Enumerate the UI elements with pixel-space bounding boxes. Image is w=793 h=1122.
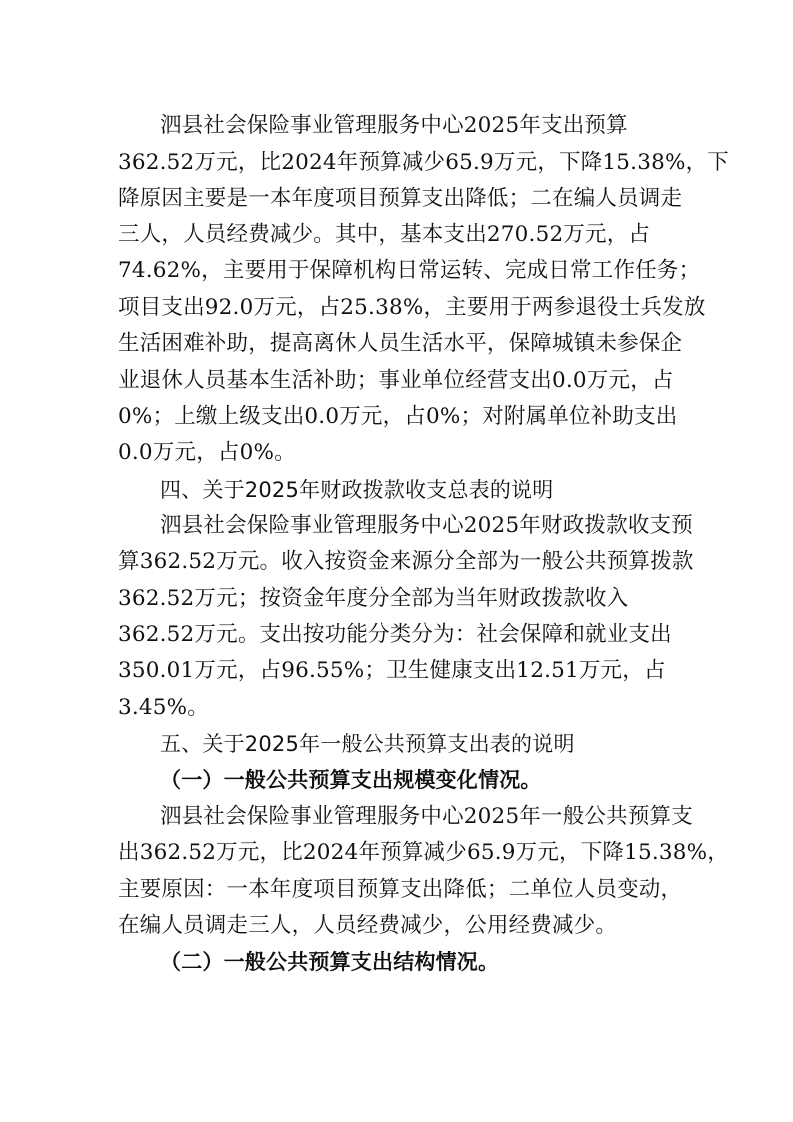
paragraph-line: 0.0万元，占0%。	[118, 440, 296, 465]
paragraph-line: 项目支出92.0万元，占25.38%，主要用于两参退役士兵发放	[118, 295, 706, 320]
paragraph-line: 泗县社会保险事业管理服务中心2025年财政拨款收支预	[160, 513, 693, 538]
paragraph-line: 三人，人员经费减少。其中，基本支出270.52万元，占	[118, 222, 651, 247]
paragraph-line: 350.01万元，占96.55%；卫生健康支出12.51万元，占	[118, 658, 666, 683]
paragraph-line: 362.52万元，比2024年预算减少65.9万元，下降15.38%，下	[118, 150, 729, 175]
paragraph-line: 生活困难补助，提高离休人员生活水平，保障城镇未参保企	[118, 331, 683, 356]
paragraph-line: 降原因主要是一本年度项目预算支出降低；二在编人员调走	[118, 186, 683, 211]
paragraph-line: 主要原因：一本年度项目预算支出降低；二单位人员变动，	[118, 877, 683, 902]
section-heading-four: 四、关于2025年财政拨款收支总表的说明	[160, 478, 554, 502]
paragraph-line: 泗县社会保险事业管理服务中心2025年支出预算	[160, 113, 628, 138]
paragraph-line: 74.62%，主要用于保障机构日常运转、完成日常工作任务；	[118, 258, 701, 283]
paragraph-line: 出362.52万元，比2024年预算减少65.9万元，下降15.38%，	[118, 840, 729, 865]
subsection-heading-one: （一）一般公共预算支出规模变化情况。	[160, 768, 542, 792]
paragraph-line: 3.45%。	[118, 695, 210, 720]
paragraph-line: 业退休人员基本生活补助；事业单位经营支出0.0万元，占	[118, 368, 674, 393]
paragraph-line: 在编人员调走三人，人员经费减少，公用经费减少。	[118, 913, 618, 938]
paragraph-line: 泗县社会保险事业管理服务中心2025年一般公共预算支	[160, 804, 693, 829]
section-heading-five: 五、关于2025年一般公共预算支出表的说明	[160, 732, 575, 756]
paragraph-line: 362.52万元；按资金年度分全部为当年财政拨款收入	[118, 586, 629, 611]
subsection-heading-two: （二）一般公共预算支出结构情况。	[160, 950, 500, 974]
paragraph-line: 0%；上缴上级支出0.0万元，占0%；对附属单位补助支出	[118, 404, 678, 429]
paragraph-line: 算362.52万元。收入按资金来源分全部为一般公共预算拨款	[118, 549, 694, 574]
paragraph-line: 362.52万元。支出按功能分类分为：社会保障和就业支出	[118, 622, 672, 647]
